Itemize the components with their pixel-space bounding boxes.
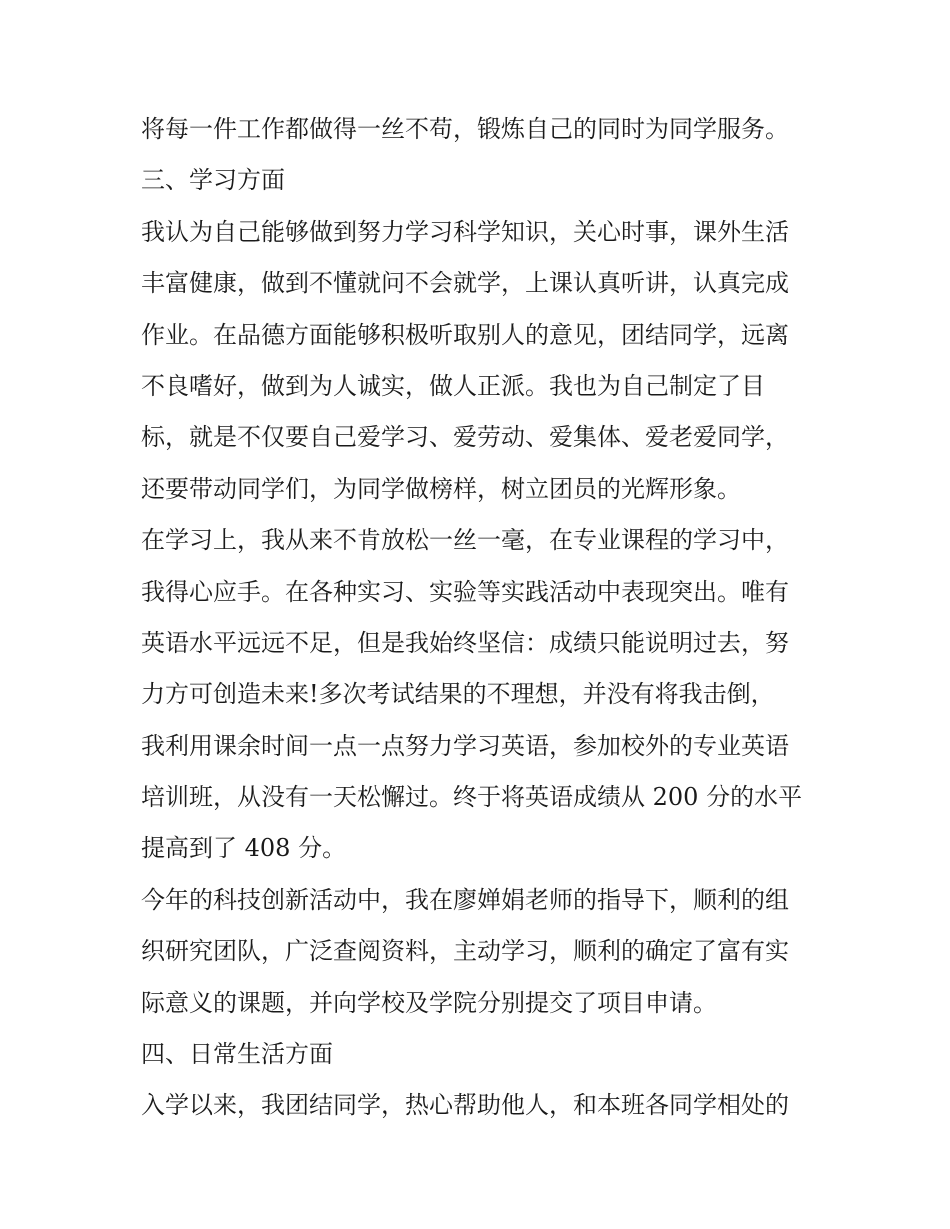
section-heading: 三、学习方面 xyxy=(141,166,285,195)
text-line: 织研究团队，广泛查阅资料，主动学习，顺利的确定了富有实 xyxy=(141,937,789,966)
text-line: 丰富健康，做到不懂就问不会就学，上课认真听讲，认真完成 xyxy=(141,269,789,298)
text-line: 我认为自己能够做到努力学习科学知识，关心时事，课外生活 xyxy=(141,217,789,246)
text-line: 还要带动同学们，为同学做榜样，树立团员的光辉形象。 xyxy=(141,474,741,503)
text-line: 标，就是不仅要自己爱学习、爱劳动、爱集体、爱老爱同学， xyxy=(141,423,789,452)
section-heading: 四、日常生活方面 xyxy=(141,1040,333,1069)
body-text xyxy=(141,104,821,1132)
text-line: 今年的科技创新活动中，我在廖婵娟老师的指导下，顺利的组 xyxy=(141,885,789,914)
text-line: 际意义的课题，并向学校及学院分别提交了项目申请。 xyxy=(141,988,717,1017)
text-line: 将每一件工作都做得一丝不苟，锻炼自己的同时为同学服务。 xyxy=(141,115,789,143)
text-line: 英语水平远远不足，但是我始终坚信：成绩只能说明过去，努 xyxy=(141,628,789,657)
text-line: 培训班，从没有一天松懈过。终于将英语成绩从 200 分的水平 xyxy=(141,783,803,812)
text-line: 不良嗜好，做到为人诚实，做人正派。我也为自己制定了目 xyxy=(141,371,765,400)
text-line: 在学习上，我从来不肯放松一丝一毫，在专业课程的学习中， xyxy=(141,526,789,555)
text-line: 我利用课余时间一点一点努力学习英语，参加校外的专业英语 xyxy=(141,731,789,760)
text-line: 入学以来，我团结同学，热心帮助他人，和本班各同学相处的 xyxy=(141,1091,789,1120)
text-line: 力方可创造未来!多次考试结果的不理想，并没有将我击倒， xyxy=(141,680,775,709)
text-line: 作业。在品德方面能够积极听取别人的意见，团结同学，远离 xyxy=(141,320,789,349)
text-line: 提高到了 408 分。 xyxy=(141,834,347,863)
text-line: 我得心应手。在各种实习、实验等实践活动中表现突出。唯有 xyxy=(141,577,789,606)
